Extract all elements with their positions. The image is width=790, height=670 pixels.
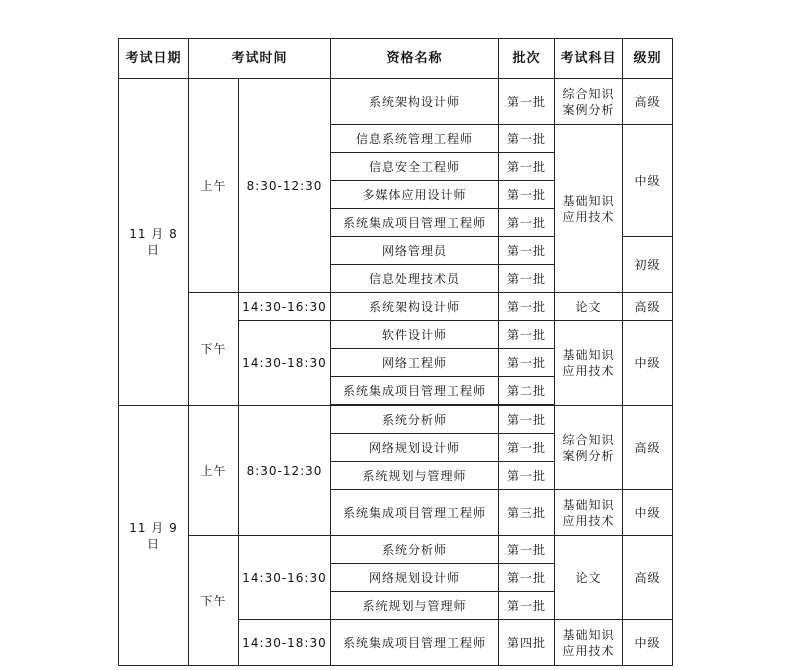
level-cell: 高级: [623, 406, 673, 490]
qualification-cell: 网络规划设计师: [331, 564, 499, 592]
qualification-cell: 系统规划与管理师: [331, 462, 499, 490]
session-cell: 下午: [189, 293, 239, 406]
qualification-cell: 系统集成项目管理工程师: [331, 377, 499, 405]
batch-cell: 第一批: [499, 265, 555, 293]
qualification-cell: 系统架构设计师: [331, 293, 499, 321]
level-cell: 中级: [623, 620, 673, 666]
batch-cell: 第一批: [499, 181, 555, 209]
header-exam-date: 考试日期: [119, 39, 189, 79]
batch-cell: 第一批: [499, 237, 555, 265]
subject-cell: 基础知识 应用技术: [555, 620, 623, 666]
qualification-cell: 系统架构设计师: [331, 79, 499, 125]
qualification-cell: 软件设计师: [331, 321, 499, 349]
qualification-cell: 信息安全工程师: [331, 153, 499, 181]
header-row: [119, 39, 673, 79]
qualification-cell: 网络规划设计师: [331, 434, 499, 462]
subject-cell: 基础知识 应用技术: [555, 125, 623, 293]
level-cell: 高级: [623, 293, 673, 321]
session-cell: 上午: [189, 406, 239, 536]
date-cell: 11 月 9 日: [119, 406, 189, 666]
batch-cell: 第一批: [499, 462, 555, 490]
level-cell: 高级: [623, 536, 673, 620]
header-subject: 考试科目: [555, 39, 623, 79]
subject-cell: 论文: [555, 536, 623, 620]
level-cell: 中级: [623, 490, 673, 536]
table-row: [119, 406, 673, 434]
header-qualification: 资格名称: [331, 39, 499, 79]
level-cell: 中级: [623, 125, 673, 237]
time-cell: 14:30-16:30: [239, 293, 331, 321]
batch-cell: 第四批: [499, 620, 555, 666]
batch-cell: 第一批: [499, 209, 555, 237]
qualification-cell: 信息处理技术员: [331, 265, 499, 293]
table-row: [119, 293, 673, 321]
session-cell: 下午: [189, 536, 239, 666]
batch-cell: 第一批: [499, 592, 555, 620]
level-cell: 高级: [623, 79, 673, 125]
subject-cell: 综合知识 案例分析: [555, 406, 623, 490]
table-row: [119, 79, 673, 125]
qualification-cell: 系统集成项目管理工程师: [331, 620, 499, 666]
subject-cell: 论文: [555, 293, 623, 321]
batch-cell: 第一批: [499, 79, 555, 125]
level-cell: 中级: [623, 321, 673, 406]
batch-cell: 第一批: [499, 536, 555, 564]
session-cell: 上午: [189, 79, 239, 293]
batch-cell: 第一批: [499, 434, 555, 462]
time-cell: 8:30-12:30: [239, 406, 331, 536]
qualification-cell: 系统分析师: [331, 536, 499, 564]
batch-cell: 第一批: [499, 406, 555, 434]
batch-cell: 第一批: [499, 153, 555, 181]
table-row: [119, 536, 673, 564]
header-level: 级别: [623, 39, 673, 79]
qualification-cell: 系统集成项目管理工程师: [331, 209, 499, 237]
time-cell: 14:30-16:30: [239, 536, 331, 620]
batch-cell: 第二批: [499, 377, 555, 405]
header-exam-time: 考试时间: [189, 39, 331, 79]
qualification-cell: 系统规划与管理师: [331, 592, 499, 620]
batch-cell: 第一批: [499, 293, 555, 321]
qualification-cell: 网络管理员: [331, 237, 499, 265]
qualification-cell: 信息系统管理工程师: [331, 125, 499, 153]
time-cell: 14:30-18:30: [239, 321, 331, 406]
qualification-cell: 多媒体应用设计师: [331, 181, 499, 209]
batch-cell: 第一批: [499, 321, 555, 349]
time-cell: 8:30-12:30: [239, 79, 331, 293]
batch-cell: 第一批: [499, 564, 555, 592]
qualification-cell: 系统集成项目管理工程师: [331, 490, 499, 536]
qualification-cell: 系统分析师: [331, 406, 499, 434]
time-cell: 14:30-18:30: [239, 620, 331, 666]
batch-cell: 第三批: [499, 490, 555, 536]
exam-schedule-table: [118, 38, 673, 666]
qualification-cell: 网络工程师: [331, 349, 499, 377]
subject-cell: 综合知识 案例分析: [555, 79, 623, 125]
subject-cell: 基础知识 应用技术: [555, 321, 623, 406]
date-cell: 11 月 8 日: [119, 79, 189, 406]
header-batch: 批次: [499, 39, 555, 79]
batch-cell: 第一批: [499, 349, 555, 377]
level-cell: 初级: [623, 237, 673, 293]
subject-cell: 基础知识 应用技术: [555, 490, 623, 536]
batch-cell: 第一批: [499, 125, 555, 153]
